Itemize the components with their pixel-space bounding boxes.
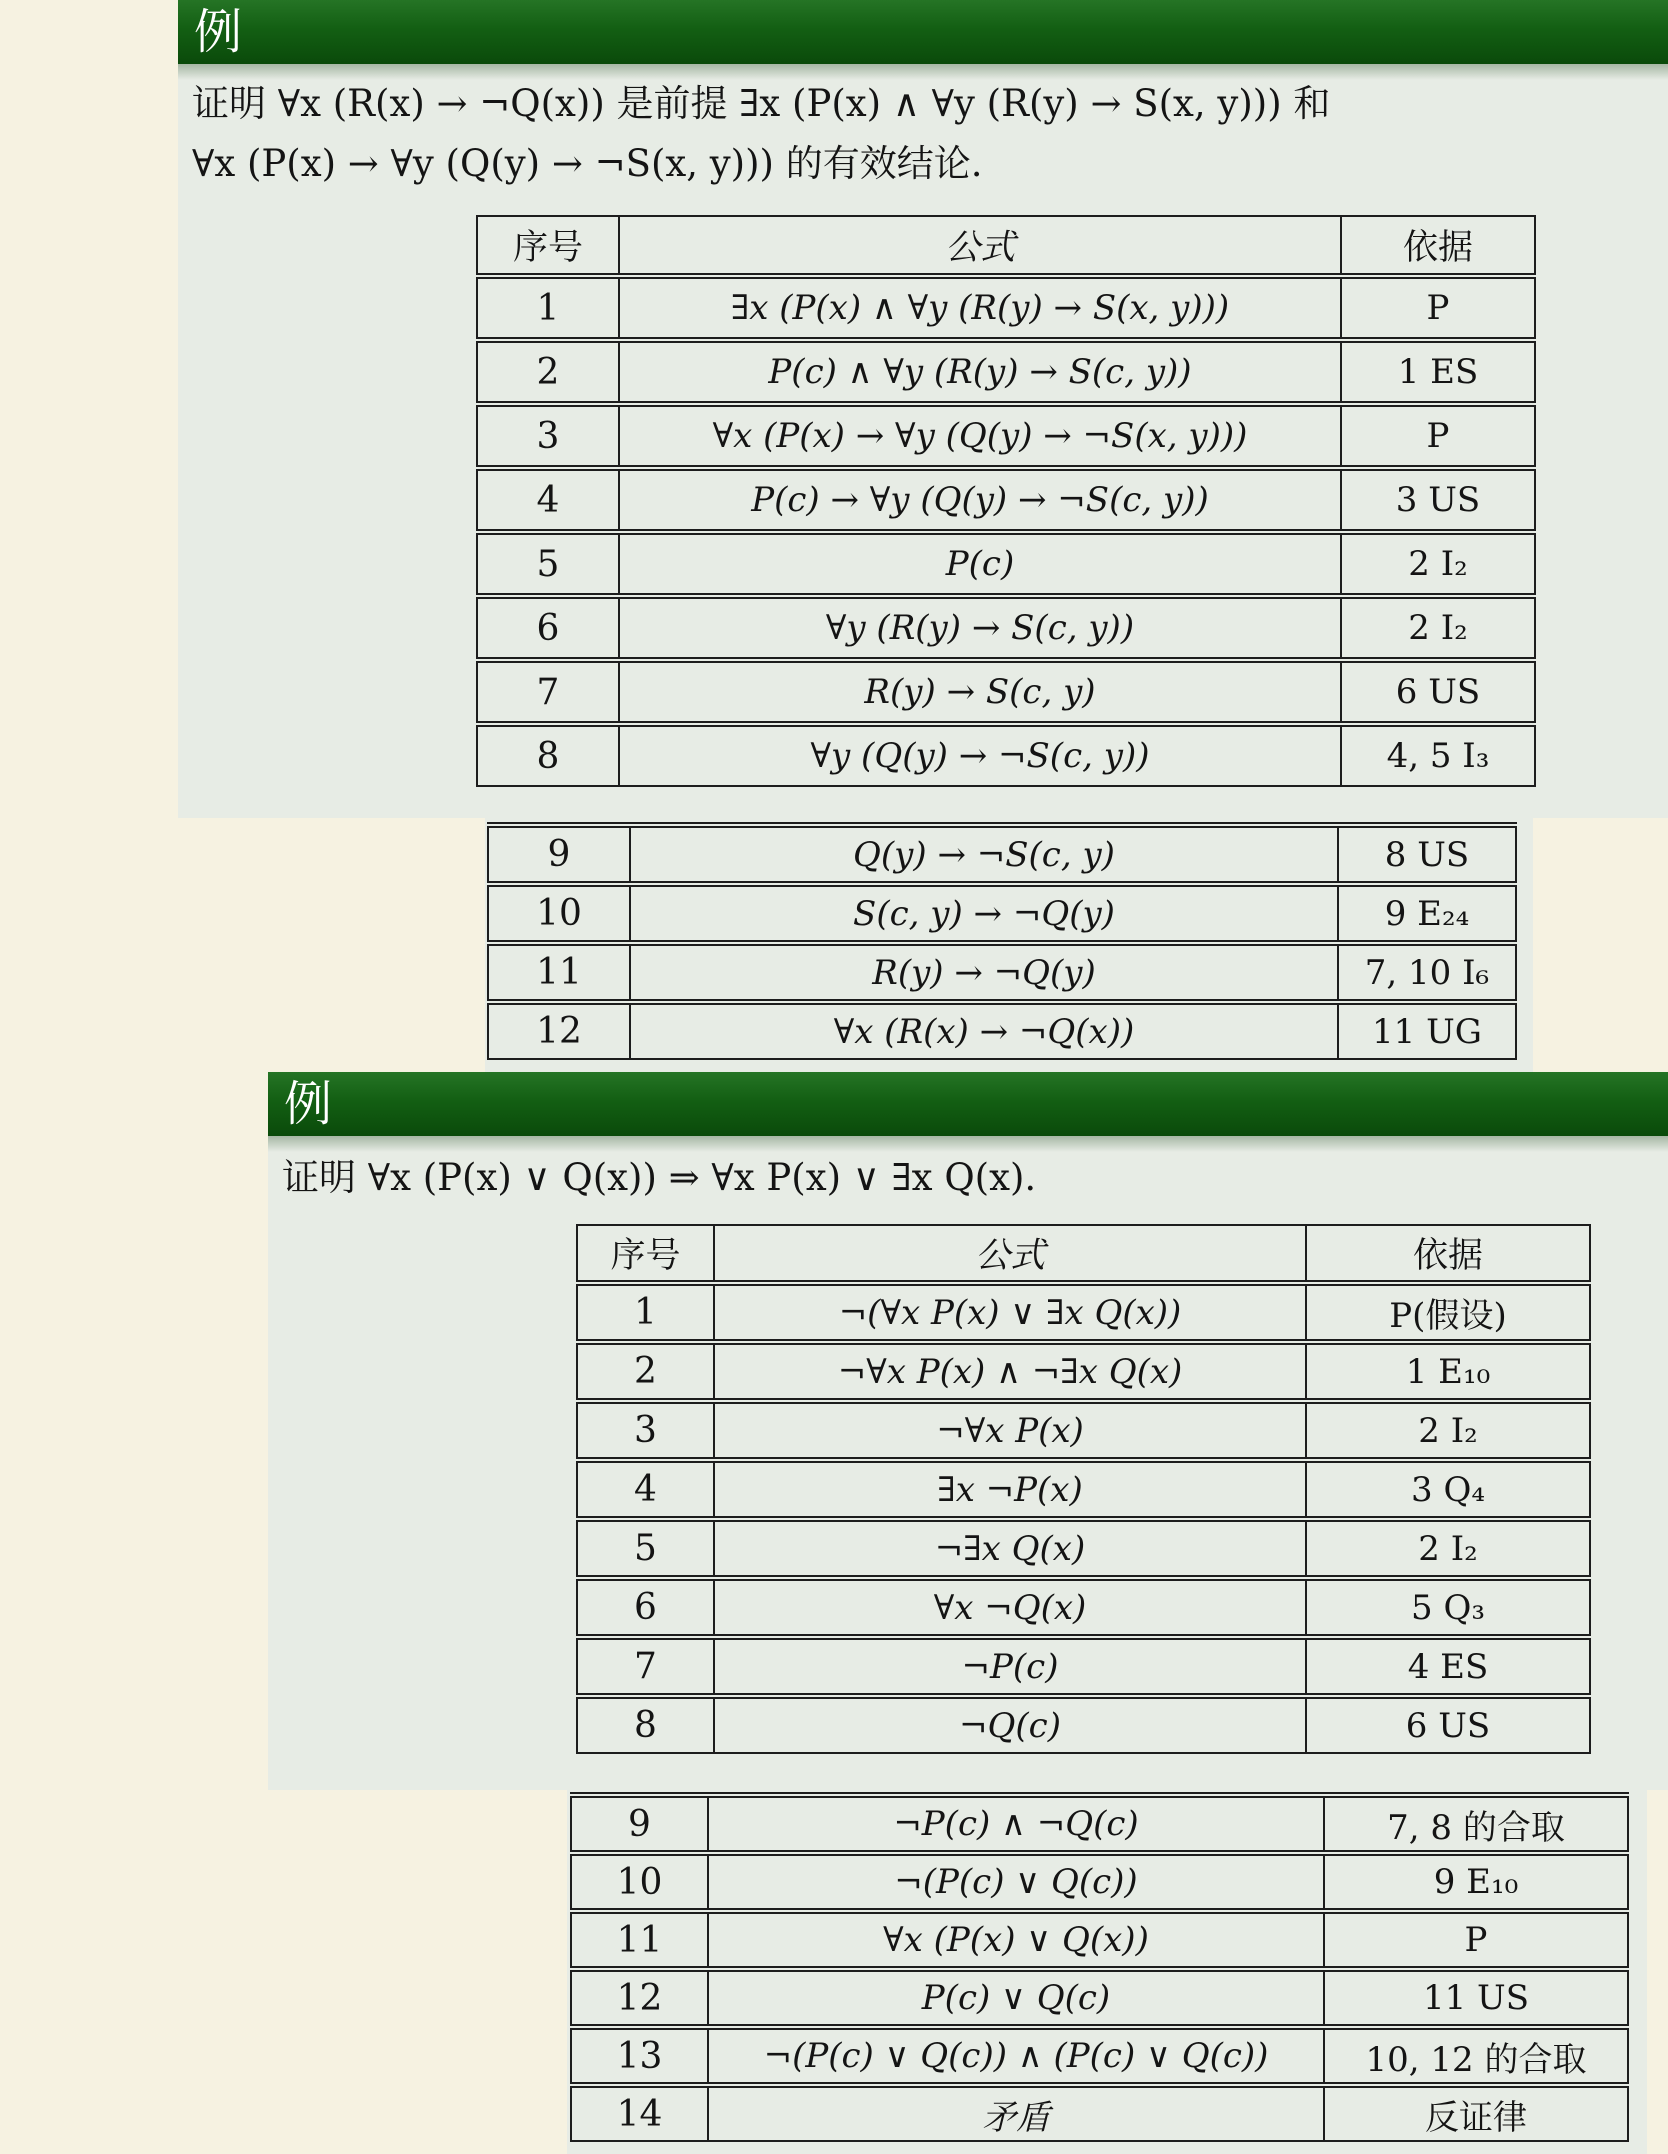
basis-cell: 11 US: [1324, 1969, 1628, 2027]
row-number-cell: 1: [577, 1283, 714, 1342]
row-number-cell: 9: [571, 1795, 708, 1853]
column-header-no: 序号: [477, 216, 619, 276]
formula-cell: P(c) ∧ ∀y (R(y) → S(c, y)): [619, 340, 1341, 404]
slide-fragment-example1: [178, 0, 1668, 818]
table-header-row: [477, 216, 1535, 276]
slide-fragment-example1-continued: [485, 818, 1533, 1072]
proof-table-2: [576, 1224, 1591, 1754]
column-header-formula: 公式: [714, 1225, 1306, 1283]
table-row: [577, 1283, 1590, 1342]
basis-cell: 6 US: [1306, 1696, 1590, 1753]
row-number-cell: 4: [477, 468, 619, 532]
row-number-cell: 13: [571, 2027, 708, 2085]
table-row: [577, 1637, 1590, 1696]
basis-cell: 4 ES: [1306, 1637, 1590, 1696]
table-row: [477, 340, 1535, 404]
formula-cell: ¬Q(c): [714, 1696, 1306, 1753]
row-number-cell: 7: [577, 1637, 714, 1696]
formula-cell: ∀x (P(x) → ∀y (Q(y) → ¬S(x, y))): [619, 404, 1341, 468]
formula-cell: ¬(∀x P(x) ∨ ∃x Q(x)): [714, 1283, 1306, 1342]
formula-cell: P(c): [619, 532, 1341, 596]
table-row: [577, 1578, 1590, 1637]
example2-header-bar: [268, 1072, 1668, 1136]
table-row: [571, 1969, 1628, 2027]
formula-cell: ¬∀x P(x): [714, 1401, 1306, 1460]
formula-cell: ¬(P(c) ∨ Q(c)): [708, 1853, 1324, 1911]
table-row: [477, 276, 1535, 340]
proof-table-1: [476, 215, 1536, 787]
basis-cell: 4, 5 I₃: [1341, 724, 1535, 786]
formula-cell: ¬(P(c) ∨ Q(c)) ∧ (P(c) ∨ Q(c)): [708, 2027, 1324, 2085]
table-row: [477, 404, 1535, 468]
formula-cell: 矛盾: [708, 2085, 1324, 2141]
formula-cell: S(c, y) → ¬Q(y): [630, 884, 1338, 943]
example1-proof-statement: [192, 74, 1652, 194]
basis-cell: 9 E₂₄: [1338, 884, 1516, 943]
table-row: [477, 468, 1535, 532]
formula-cell: P(c) → ∀y (Q(y) → ¬S(c, y)): [619, 468, 1341, 532]
row-number-cell: 9: [488, 825, 630, 884]
basis-cell: 1 ES: [1341, 340, 1535, 404]
table-row: [571, 1911, 1628, 1969]
example2-title: 例: [284, 1076, 333, 1132]
formula-cell: ∀x ¬Q(x): [714, 1578, 1306, 1637]
row-number-cell: 11: [571, 1911, 708, 1969]
row-number-cell: 6: [477, 596, 619, 660]
table-row: [488, 943, 1516, 1002]
proof-table-2-continued: [570, 1792, 1629, 2142]
basis-cell: 2 I₂: [1341, 532, 1535, 596]
formula-cell: ¬∀x P(x) ∧ ¬∃x Q(x): [714, 1342, 1306, 1401]
row-number-cell: 8: [477, 724, 619, 786]
basis-cell: 11 UG: [1338, 1002, 1516, 1059]
table-row: [577, 1696, 1590, 1753]
column-header-basis: 依据: [1306, 1225, 1590, 1283]
row-number-cell: 12: [571, 1969, 708, 2027]
example1-header-bar: [178, 0, 1668, 64]
row-number-cell: 1: [477, 276, 619, 340]
row-number-cell: 4: [577, 1460, 714, 1519]
table-row: [577, 1342, 1590, 1401]
formula-cell: ∀y (R(y) → S(c, y)): [619, 596, 1341, 660]
statement-line-1: 证明 ∀x (R(x) → ¬Q(x)) 是前提 ∃x (P(x) ∧ ∀y (R(y) → S(x, y))) 和: [192, 82, 1331, 125]
row-number-cell: 12: [488, 1002, 630, 1059]
basis-cell: 3 Q₄: [1306, 1460, 1590, 1519]
row-number-cell: 10: [571, 1853, 708, 1911]
basis-cell: P: [1324, 1911, 1628, 1969]
formula-cell: ∃x ¬P(x): [714, 1460, 1306, 1519]
basis-cell: 9 E₁₀: [1324, 1853, 1628, 1911]
table-row: [571, 2027, 1628, 2085]
table-row: [571, 1853, 1628, 1911]
row-number-cell: 11: [488, 943, 630, 1002]
basis-cell: 7, 10 I₆: [1338, 943, 1516, 1002]
row-number-cell: 2: [577, 1342, 714, 1401]
row-number-cell: 10: [488, 884, 630, 943]
basis-cell: 2 I₂: [1306, 1519, 1590, 1578]
basis-cell: 3 US: [1341, 468, 1535, 532]
formula-cell: ¬∃x Q(x): [714, 1519, 1306, 1578]
table-row: [477, 724, 1535, 786]
column-header-formula: 公式: [619, 216, 1341, 276]
table-row: [577, 1460, 1590, 1519]
table-row: [571, 1795, 1628, 1853]
formula-cell: ∀x (P(x) ∨ Q(x)): [708, 1911, 1324, 1969]
basis-cell: 10, 12 的合取: [1324, 2027, 1628, 2085]
basis-cell: 2 I₂: [1306, 1401, 1590, 1460]
formula-cell: ∃x (P(x) ∧ ∀y (R(y) → S(x, y))): [619, 276, 1341, 340]
column-header-basis: 依据: [1341, 216, 1535, 276]
slide-fragment-example2: [268, 1072, 1668, 1790]
row-number-cell: 5: [477, 532, 619, 596]
formula-cell: R(y) → S(c, y): [619, 660, 1341, 724]
row-number-cell: 6: [577, 1578, 714, 1637]
table-row: [477, 532, 1535, 596]
formula-cell: ∀x (R(x) → ¬Q(x)): [630, 1002, 1338, 1059]
statement-line: 证明 ∀x (P(x) ∨ Q(x)) ⇒ ∀x P(x) ∨ ∃x Q(x).: [282, 1156, 1037, 1199]
formula-cell: P(c) ∨ Q(c): [708, 1969, 1324, 2027]
row-number-cell: 5: [577, 1519, 714, 1578]
formula-cell: R(y) → ¬Q(y): [630, 943, 1338, 1002]
table-row: [571, 2085, 1628, 2141]
formula-cell: Q(y) → ¬S(c, y): [630, 825, 1338, 884]
formula-cell: ¬P(c): [714, 1637, 1306, 1696]
formula-cell: ∀y (Q(y) → ¬S(c, y)): [619, 724, 1341, 786]
row-number-cell: 14: [571, 2085, 708, 2141]
table-row: [477, 660, 1535, 724]
table-header-row: [577, 1225, 1590, 1283]
table-row: [488, 884, 1516, 943]
proof-table-1-continued: [487, 822, 1517, 1060]
table-row: [488, 825, 1516, 884]
basis-cell: P: [1341, 276, 1535, 340]
example2-proof-statement: [282, 1148, 1652, 1208]
basis-cell: P(假设): [1306, 1283, 1590, 1342]
basis-cell: P: [1341, 404, 1535, 468]
basis-cell: 2 I₂: [1341, 596, 1535, 660]
row-number-cell: 2: [477, 340, 619, 404]
basis-cell: 6 US: [1341, 660, 1535, 724]
column-header-no: 序号: [577, 1225, 714, 1283]
basis-cell: 反证律: [1324, 2085, 1628, 2141]
statement-line-2: ∀x (P(x) → ∀y (Q(y) → ¬S(x, y))) 的有效结论.: [192, 141, 983, 185]
basis-cell: 8 US: [1338, 825, 1516, 884]
table-row: [577, 1519, 1590, 1578]
row-number-cell: 3: [577, 1401, 714, 1460]
basis-cell: 5 Q₃: [1306, 1578, 1590, 1637]
example1-title: 例: [194, 4, 243, 60]
table-row: [488, 1002, 1516, 1059]
slide-fragment-example2-continued: [567, 1790, 1647, 2154]
row-number-cell: 7: [477, 660, 619, 724]
table-row: [577, 1401, 1590, 1460]
row-number-cell: 8: [577, 1696, 714, 1753]
basis-cell: 1 E₁₀: [1306, 1342, 1590, 1401]
formula-cell: ¬P(c) ∧ ¬Q(c): [708, 1795, 1324, 1853]
table-row: [477, 596, 1535, 660]
row-number-cell: 3: [477, 404, 619, 468]
basis-cell: 7, 8 的合取: [1324, 1795, 1628, 1853]
